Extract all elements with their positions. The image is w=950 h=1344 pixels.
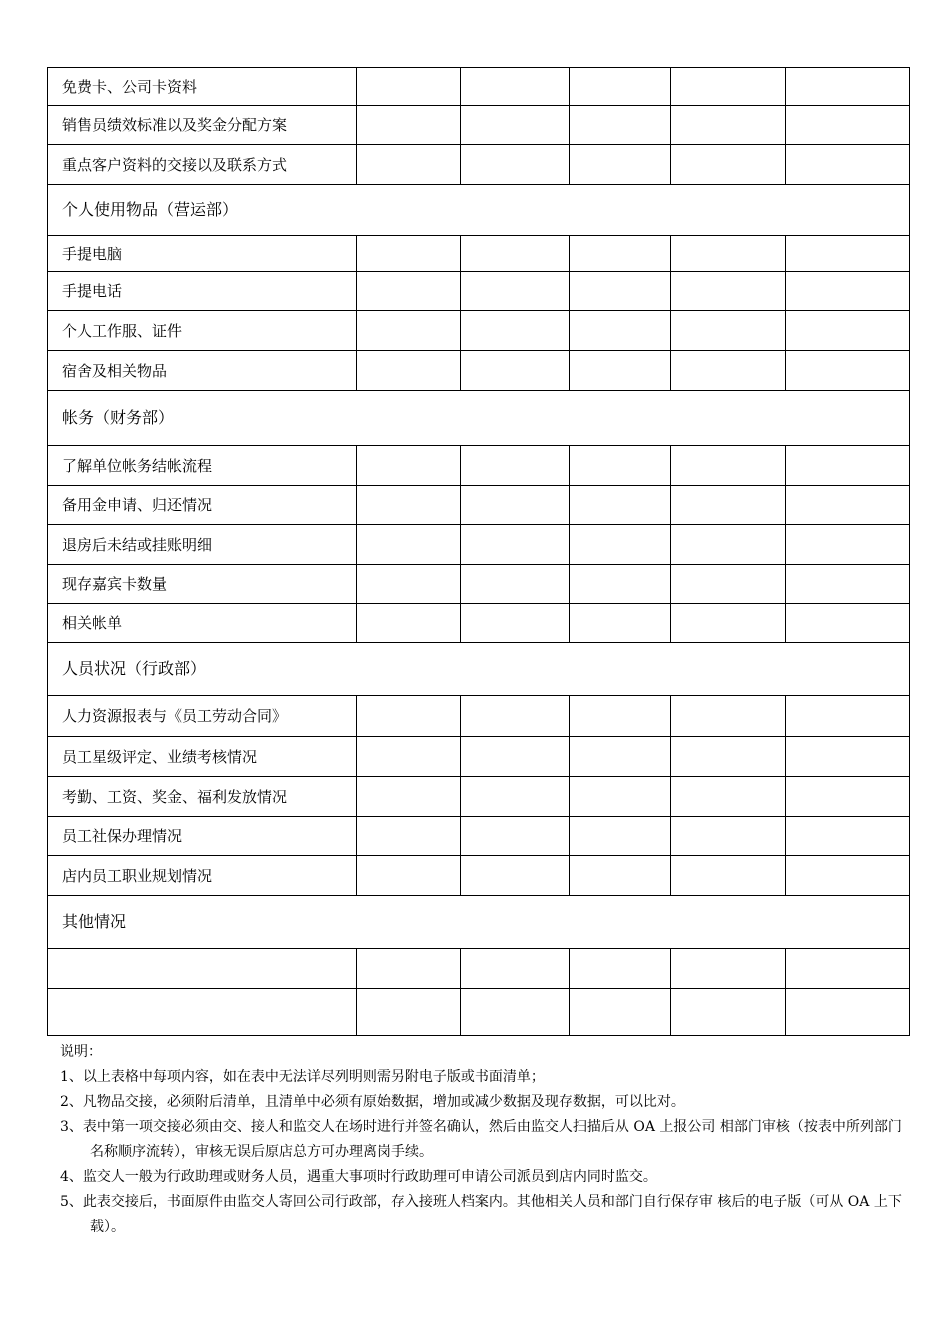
blank-cell	[461, 145, 570, 185]
table-row	[48, 777, 910, 817]
section-title: 其他情况	[48, 896, 910, 949]
table-row	[48, 856, 910, 896]
item-label-cell: 店内员工职业规划情况	[48, 856, 357, 896]
blank-cell	[461, 565, 570, 604]
blank-cell	[671, 351, 786, 391]
blank-cell	[461, 949, 570, 989]
blank-cell	[786, 145, 910, 185]
blank-cell	[786, 351, 910, 391]
blank-cell	[357, 311, 461, 351]
blank-cell	[671, 696, 786, 737]
blank-cell	[570, 989, 671, 1036]
blank-cell	[461, 106, 570, 145]
blank-cell	[461, 525, 570, 565]
blank-cell	[357, 446, 461, 486]
blank-cell	[671, 68, 786, 106]
table-row	[48, 696, 910, 737]
blank-cell	[671, 777, 786, 817]
blank-cell	[786, 68, 910, 106]
blank-cell	[357, 817, 461, 856]
item-label-cell: 手提电话	[48, 272, 357, 311]
table-row	[48, 106, 910, 145]
blank-cell	[461, 68, 570, 106]
blank-cell	[570, 817, 671, 856]
blank-cell	[570, 565, 671, 604]
handover-table-body	[48, 68, 910, 1036]
blank-cell	[570, 68, 671, 106]
item-label-cell: 宿舍及相关物品	[48, 351, 357, 391]
blank-cell	[786, 856, 910, 896]
blank-cell	[570, 272, 671, 311]
table-row	[48, 272, 910, 311]
blank-cell	[570, 777, 671, 817]
table-row	[48, 486, 910, 525]
table-row	[48, 737, 910, 777]
blank-cell	[461, 737, 570, 777]
blank-cell	[671, 145, 786, 185]
blank-cell	[671, 236, 786, 272]
note-item: 5、此表交接后，书面原件由监交人寄回公司行政部，存入接班人档案内。其他相关人员和部门自行保存审 核后的电子版（可从 OA 上下载）。	[60, 1194, 902, 1235]
blank-cell	[357, 145, 461, 185]
blank-cell	[357, 989, 461, 1036]
note-item: 3、表中第一项交接必须由交、接人和监交人在场时进行并签名确认，然后由监交人扫描后从 OA 上报公司 相部门审核（按表中所列部门名称顺序流转），审核无误后原店总方可办理离岗手续。	[60, 1119, 902, 1160]
blank-cell	[786, 565, 910, 604]
blank-cell	[461, 696, 570, 737]
note-item: 1、以上表格中每项内容，如在表中无法详尽列明则需另附电子版或书面清单；	[60, 1069, 545, 1085]
table-row	[48, 817, 910, 856]
table-row	[48, 145, 910, 185]
item-label-cell: 员工社保办理情况	[48, 817, 357, 856]
blank-cell	[357, 565, 461, 604]
table-row	[48, 311, 910, 351]
blank-cell	[570, 236, 671, 272]
blank-cell	[461, 989, 570, 1036]
blank-cell	[570, 856, 671, 896]
item-label-cell	[48, 949, 357, 989]
blank-cell	[461, 236, 570, 272]
blank-cell	[786, 949, 910, 989]
blank-cell	[786, 106, 910, 145]
blank-cell	[786, 604, 910, 643]
item-label-cell: 重点客户资料的交接以及联系方式	[48, 145, 357, 185]
table-row	[48, 351, 910, 391]
blank-cell	[461, 272, 570, 311]
table-row	[48, 949, 910, 989]
blank-cell	[786, 272, 910, 311]
blank-cell	[786, 989, 910, 1036]
blank-cell	[461, 446, 570, 486]
blank-cell	[357, 106, 461, 145]
blank-cell	[786, 486, 910, 525]
blank-cell	[461, 604, 570, 643]
item-label-cell: 免费卡、公司卡资料	[48, 68, 357, 106]
blank-cell	[671, 311, 786, 351]
table-row	[48, 446, 910, 486]
table-row	[48, 236, 910, 272]
section-header-row	[48, 391, 910, 446]
blank-cell	[570, 949, 671, 989]
blank-cell	[357, 236, 461, 272]
item-label-cell: 考勤、工资、奖金、福利发放情况	[48, 777, 357, 817]
blank-cell	[671, 272, 786, 311]
item-label-cell: 人力资源报表与《员工劳动合同》	[48, 696, 357, 737]
section-title: 人员状况（行政部）	[48, 643, 910, 696]
blank-cell	[357, 604, 461, 643]
note-item: 4、监交人一般为行政助理或财务人员，遇重大事项时行政助理可申请公司派员到店内同时监交。	[60, 1169, 657, 1185]
blank-cell	[786, 446, 910, 486]
section-header-row	[48, 896, 910, 949]
blank-cell	[570, 525, 671, 565]
blank-cell	[357, 272, 461, 311]
blank-cell	[671, 486, 786, 525]
blank-cell	[461, 486, 570, 525]
blank-cell	[461, 311, 570, 351]
blank-cell	[786, 696, 910, 737]
table-row	[48, 525, 910, 565]
item-label-cell: 退房后未结或挂账明细	[48, 525, 357, 565]
blank-cell	[570, 106, 671, 145]
blank-cell	[357, 737, 461, 777]
item-label-cell	[48, 989, 357, 1036]
blank-cell	[357, 486, 461, 525]
blank-cell	[570, 145, 671, 185]
notes-title: 说明：	[60, 1044, 102, 1060]
table-row	[48, 989, 910, 1036]
section-title: 帐务（财务部）	[48, 391, 910, 446]
blank-cell	[671, 989, 786, 1036]
section-header-row	[48, 643, 910, 696]
blank-cell	[357, 696, 461, 737]
blank-cell	[671, 604, 786, 643]
blank-cell	[570, 604, 671, 643]
blank-cell	[570, 486, 671, 525]
item-label-cell: 员工星级评定、业绩考核情况	[48, 737, 357, 777]
item-label-cell: 相关帐单	[48, 604, 357, 643]
item-label-cell: 备用金申请、归还情况	[48, 486, 357, 525]
section-header-row	[48, 185, 910, 236]
blank-cell	[671, 446, 786, 486]
blank-cell	[570, 737, 671, 777]
blank-cell	[570, 696, 671, 737]
blank-cell	[786, 817, 910, 856]
table-row	[48, 565, 910, 604]
blank-cell	[786, 311, 910, 351]
blank-cell	[786, 777, 910, 817]
blank-cell	[461, 856, 570, 896]
blank-cell	[786, 236, 910, 272]
table-row	[48, 68, 910, 106]
handover-table	[47, 67, 910, 1036]
blank-cell	[570, 311, 671, 351]
item-label-cell: 销售员绩效标准以及奖金分配方案	[48, 106, 357, 145]
blank-cell	[570, 351, 671, 391]
blank-cell	[357, 68, 461, 106]
blank-cell	[357, 351, 461, 391]
blank-cell	[671, 565, 786, 604]
blank-cell	[671, 106, 786, 145]
blank-cell	[357, 856, 461, 896]
blank-cell	[570, 446, 671, 486]
blank-cell	[461, 817, 570, 856]
item-label-cell: 手提电脑	[48, 236, 357, 272]
blank-cell	[671, 817, 786, 856]
section-title: 个人使用物品（营运部）	[48, 185, 910, 236]
blank-cell	[357, 525, 461, 565]
blank-cell	[671, 856, 786, 896]
table-row	[48, 604, 910, 643]
blank-cell	[357, 777, 461, 817]
blank-cell	[357, 949, 461, 989]
note-item: 2、凡物品交接，必须附后清单，且清单中必须有原始数据，增加或减少数据及现存数据，可以比对。	[60, 1094, 685, 1110]
blank-cell	[671, 949, 786, 989]
blank-cell	[671, 525, 786, 565]
blank-cell	[786, 525, 910, 565]
item-label-cell: 了解单位帐务结帐流程	[48, 446, 357, 486]
blank-cell	[671, 737, 786, 777]
blank-cell	[786, 737, 910, 777]
blank-cell	[461, 351, 570, 391]
blank-cell	[461, 777, 570, 817]
item-label-cell: 现存嘉宾卡数量	[48, 565, 357, 604]
item-label-cell: 个人工作服、证件	[48, 311, 357, 351]
notes-section	[60, 1040, 910, 1240]
